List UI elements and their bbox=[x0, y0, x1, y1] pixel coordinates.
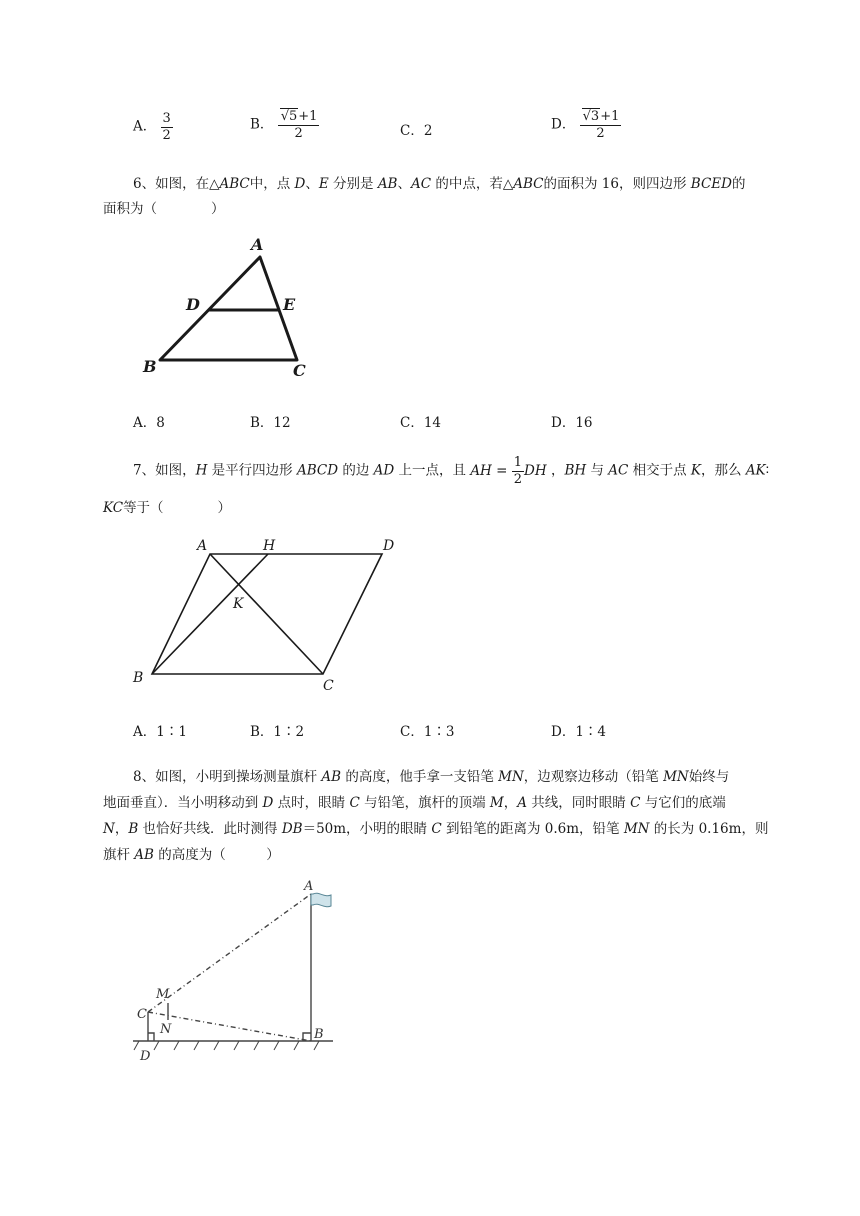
q5-option-c[interactable]: C．2 bbox=[400, 123, 433, 139]
label-c: C bbox=[137, 1007, 147, 1022]
fraction: $\frac{√5+1}{2}$ bbox=[278, 110, 320, 140]
label-m: M bbox=[156, 987, 170, 1002]
q6-option-b[interactable]: B．12 bbox=[250, 415, 291, 431]
q8-text-line1: 8、如图，小明到操场测量旗杆 AB 的高度，他手拿一支铅笔 MN，边观察边移动（铅笔 MN始终与 bbox=[133, 769, 730, 785]
sight-line-cb bbox=[148, 1012, 311, 1041]
q5-option-d[interactable]: D． $\frac{√3+1}{2}$ bbox=[551, 109, 620, 141]
label-d: D bbox=[383, 538, 395, 554]
q7-option-c[interactable]: C．1∶3 bbox=[400, 724, 455, 740]
q7-text-line1: 7、如图，H 是平行四边形 ABCD 的边 AD 上一点，且 AH = $\frac{1}{2}$ DH ，BH 与 AC 相交于点 K，那么 AK∶ bbox=[133, 455, 770, 487]
q7-parallelogram-figure bbox=[125, 532, 405, 697]
q6-option-c[interactable]: C．14 bbox=[400, 415, 442, 431]
q7-option-d[interactable]: D．1∶4 bbox=[551, 724, 607, 740]
flag-icon bbox=[311, 893, 331, 907]
right-angle-d bbox=[148, 1033, 154, 1041]
q7-text-line2: KC等于（ ） bbox=[103, 500, 232, 516]
fraction: $\frac{3}{2}$ bbox=[162, 111, 171, 143]
segment-bh bbox=[152, 554, 268, 674]
q6-option-d[interactable]: D．16 bbox=[551, 415, 593, 431]
label-a: A bbox=[251, 235, 264, 254]
sight-line-ca bbox=[148, 894, 311, 1012]
q6-text-line1: 6、如图，在△ABC中，点 D、E 分别是 AB、AC 的中点，若△ABC的面积为 16，则四边形 BCED的 bbox=[133, 176, 746, 192]
q5-option-a[interactable]: A． $\frac{3}{2}$ bbox=[133, 111, 171, 143]
label-c: C bbox=[293, 361, 306, 380]
label-a: A bbox=[304, 879, 314, 894]
fraction: $\frac{√3+1}{2}$ bbox=[580, 110, 622, 140]
q8-flagpole-figure bbox=[125, 872, 350, 1072]
ground-hatching bbox=[134, 1041, 319, 1050]
equation-ah: AH = $\frac{1}{2}$ DH bbox=[470, 455, 547, 487]
q8-text-line4: 旗杆 AB 的高度为（ ） bbox=[103, 847, 280, 863]
diagonal-ac bbox=[210, 554, 323, 674]
q6-text-line2: 面积为（ ） bbox=[103, 201, 225, 217]
label-a: A bbox=[197, 538, 208, 554]
q8-text-line2: 地面垂直）．当小明移动到 D 点时，眼睛 C 与铅笔，旗杆的顶端 M，A 共线，同时眼睛 C 与它们的底端 bbox=[103, 795, 726, 811]
label-d: D bbox=[140, 1049, 151, 1064]
label-n: N bbox=[160, 1022, 172, 1037]
q7-option-a[interactable]: A．1∶1 bbox=[133, 724, 187, 740]
label-h: H bbox=[263, 538, 276, 554]
label-k: K bbox=[233, 596, 244, 612]
label-c: C bbox=[323, 678, 334, 694]
q6-option-a[interactable]: A．8 bbox=[133, 415, 165, 431]
q5-option-b[interactable]: B． $\frac{√5+1}{2}$ bbox=[250, 109, 318, 141]
label-d: D bbox=[186, 295, 200, 314]
q8-text-line3: N，B 也恰好共线．此时测得 DB＝50m，小明的眼睛 C 到铅笔的距离为 0.6m，铅笔 MN 的长为 0.16m，则 bbox=[103, 821, 769, 837]
q7-option-b[interactable]: B．1∶2 bbox=[250, 724, 305, 740]
label-b: B bbox=[133, 670, 144, 686]
q6-triangle-figure bbox=[130, 232, 320, 382]
label-e: E bbox=[283, 295, 296, 314]
label-b: B bbox=[314, 1027, 324, 1042]
label-b: B bbox=[143, 357, 157, 376]
